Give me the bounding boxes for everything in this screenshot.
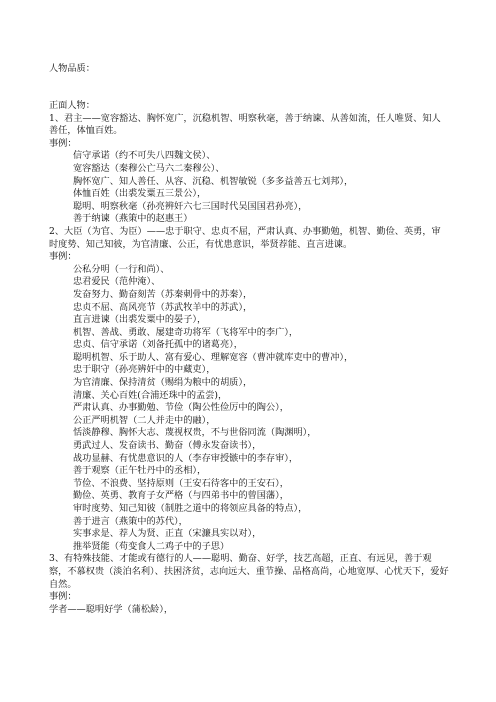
- document-content: [49, 100, 449, 616]
- example-item: 善于观察（正午牡丹中的丞相），: [73, 465, 207, 477]
- example-item: 学者——聪明好学（蒲松龄），: [49, 603, 174, 615]
- example-item: 忠于职守（孙亮辨奸中的中藏吏），: [73, 364, 216, 376]
- example-item: 恬淡静穆、胸怀大志、蔑视权贵，不与世俗同流（陶渊明），: [73, 427, 317, 439]
- example-item: 公正严明机智（二人并走中的融），: [73, 414, 216, 426]
- section-heading: 正面人物：: [49, 100, 95, 111]
- section-2-text: 2、大臣（为官、为臣）——忠于职守、忠贞不屈，严肃认真、办事勤勉，机智、勤俭、英勇，审时度势、知己知彼，为官清廉、公正，有忧患意识，举贤荐能、直言进谏。: [49, 225, 441, 250]
- example-item: 体恤百姓（出裘发粟五三景公），: [73, 188, 207, 200]
- example-item: 宽容豁达（秦穆公亡马六二秦穆公）、: [73, 162, 225, 174]
- example-item: 公私分明（一行和尚）、: [73, 263, 170, 275]
- section-3-example-label: 事例：: [49, 591, 77, 603]
- example-item: 推举贤能（苟变食人二鸡子中的子思）: [73, 540, 230, 552]
- example-item: 审时度势、知己知彼（制胜之道中的将领应具备的特点），: [73, 503, 308, 514]
- section-3-examples: [49, 604, 449, 617]
- document-title: 人物品质：: [49, 63, 95, 74]
- example-item: 勇武过人、发奋读书、勤奋（傅永发奋读书），: [73, 440, 262, 452]
- section-1-examples: [49, 150, 449, 226]
- example-item: 忠君爱民（范仲淹）、: [73, 276, 161, 288]
- example-item: 为官清廉、保持清贫（赐绢为粮中的胡质），: [73, 377, 253, 389]
- example-item: 机智、善战、勇敢、屡建奇功将军（飞将军中的李广），: [73, 326, 299, 338]
- example-item: 勤俭、英勇、教育子女严格（与四弟书中的曾国藩），: [73, 490, 289, 502]
- example-item: 善于进言（燕策中的苏代），: [73, 515, 188, 527]
- example-item: 聪明、明察秋毫（孙亮辨奸六七三国时代吴国国君孙亮），: [73, 200, 308, 212]
- example-item: 善于纳谏（燕策中的赵惠王）: [73, 213, 193, 225]
- example-item: 忠贞、信守承诺（刘备托孤中的诸葛亮），: [73, 339, 243, 351]
- example-item: 战功显赫、有忧患意识的人（李存审授镞中的李存审），: [73, 452, 299, 464]
- example-item: 直言进谏（出裘发粟中的晏子），: [73, 314, 207, 326]
- example-item: 忠贞不屈、高风亮节（苏武牧羊中的苏武），: [73, 301, 253, 313]
- example-item: 信守承诺（约不可失八四魏文侯）、: [73, 150, 216, 162]
- section-2-example-label: 事例：: [49, 251, 77, 263]
- section-1-example-label: 事例：: [49, 137, 77, 149]
- section-2-examples: [49, 264, 449, 554]
- example-item: 胸怀宽广、知人善任、从容、沉稳、机智敏锐（多多益善五七刘邦），: [73, 175, 354, 187]
- example-item: 清廉、关心百姓(合浦还珠中的孟尝)，: [73, 389, 228, 401]
- example-item: 聪明机智、乐于助人、富有爱心、理解宽容（曹冲就库吏中的曹冲），: [73, 351, 354, 363]
- section-1-text: 1、君主——宽容豁达、胸怀宽广，沉稳机智、明察秋毫，善于纳谏、从善如流，任人唯贤、知人善任，体恤百姓。: [49, 112, 441, 137]
- example-item: 严肃认真、办事勤勉、节俭（陶公性俭厉中的陶公），: [73, 402, 289, 414]
- example-item: 发奋努力、勤奋刻苦（苏秦刺骨中的苏秦），: [73, 288, 253, 300]
- example-item: 节俭、不浪费、坚持原则（王安石待客中的王安石），: [73, 477, 289, 489]
- example-item: 实事求是、荐人为贤、正直（宋濂具实以对），: [73, 528, 262, 540]
- section-3-text: 3、有特殊技能、才能或有德行的人——聪明、勤奋、好学，技艺高超，正直、有远见，善于观察，不慕权贵（淡泊名利）、扶困济贫，志向远大、重节操、品格高尚，心地宽厚、心忧天下，爱好自然。: [49, 553, 449, 590]
